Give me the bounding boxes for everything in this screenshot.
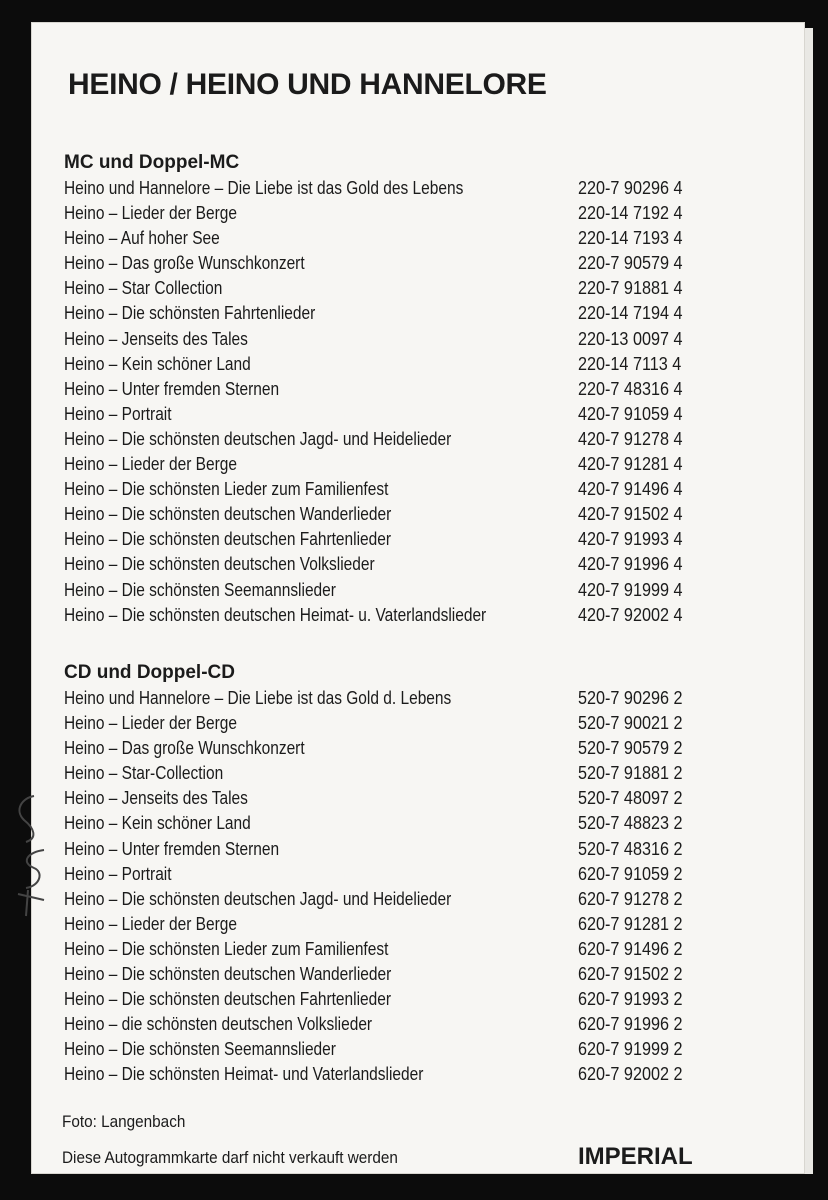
catalog-number: 220-7 90296 4 [578, 178, 683, 198]
cd-list-item [64, 837, 724, 862]
mc-list-item [64, 251, 724, 276]
release-title: Heino – Die schönsten Heimat- und Vaterlandslieder [64, 1064, 424, 1085]
catalog-number: 220-13 0097 4 [578, 328, 683, 349]
mc-list-item [64, 377, 724, 402]
release-title: Heino – Die schönsten deutschen Fahrtenlieder [64, 989, 392, 1010]
release-title: Heino – Star Collection [64, 278, 223, 299]
mc-list-item [64, 477, 724, 502]
mc-list-item [64, 327, 724, 352]
catalog-number: 620-7 91502 2 [578, 964, 683, 985]
mc-list-item [64, 452, 724, 477]
cd-list-item [64, 711, 724, 736]
catalog-number: 520-7 90579 2 [578, 738, 683, 759]
sale-notice: Diese Autogrammkarte darf nicht verkauft werden [62, 1148, 398, 1167]
cd-list-item [64, 987, 724, 1012]
catalog-number: 220-7 91881 4 [578, 278, 683, 299]
release-title: Heino – Die schönsten deutschen Jagd- und Heidelieder [64, 428, 452, 449]
cd-list-item [64, 962, 724, 987]
catalog-number: 620-7 91999 2 [578, 1039, 683, 1060]
catalog-number: 620-7 91996 2 [578, 1014, 683, 1035]
release-title: Heino – Jenseits des Tales [64, 788, 248, 809]
release-title: Heino – Lieder der Berge [64, 203, 237, 224]
release-title: Heino – Unter fremden Sternen [64, 838, 280, 859]
catalog-number: 520-7 48316 2 [578, 838, 683, 859]
catalog-number: 420-7 91059 4 [578, 403, 683, 424]
catalog-number: 220-14 7192 4 [578, 203, 683, 224]
mc-list-item [64, 427, 724, 452]
catalog-number: 220-14 7113 4 [578, 353, 682, 374]
mc-list-item [64, 402, 724, 427]
mc-list-item [64, 201, 724, 226]
release-title: Heino – Portrait [64, 863, 172, 884]
catalog-number: 220-14 7193 4 [578, 228, 683, 249]
cd-list-item [64, 736, 724, 761]
release-title: Heino – Die schönsten deutschen Wanderlieder [64, 504, 392, 525]
cd-list-item [64, 1037, 724, 1062]
release-title: Heino und Hannelore – Die Liebe ist das Gold d. Lebens [64, 688, 452, 708]
catalog-number: 420-7 91278 4 [578, 428, 683, 449]
release-title: Heino – Die schönsten Lieder zum Familienfest [64, 938, 389, 959]
mc-section [64, 150, 724, 628]
mc-list-item [64, 176, 724, 201]
mc-list-item [64, 352, 724, 377]
release-title: Heino – Die schönsten Seemannslieder [64, 579, 336, 600]
mc-list-item [64, 276, 724, 301]
catalog-number: 620-7 91993 2 [578, 989, 683, 1010]
cd-list-item [64, 786, 724, 811]
mc-list-item [64, 301, 724, 326]
release-title: Heino – Unter fremden Sternen [64, 378, 280, 399]
release-title: Heino – Das große Wunschkonzert [64, 738, 305, 759]
catalog-number: 620-7 91281 2 [578, 913, 683, 934]
release-title: Heino – Jenseits des Tales [64, 328, 248, 349]
catalog-number: 220-14 7194 4 [578, 303, 683, 324]
catalog-number: 420-7 91993 4 [578, 529, 683, 550]
release-title: Heino und Hannelore – Die Liebe ist das Gold des Lebens [64, 178, 464, 198]
cd-section [64, 660, 724, 1088]
release-title: Heino – Lieder der Berge [64, 713, 237, 734]
catalog-number: 420-7 92002 4 [578, 604, 683, 625]
cd-list-item [64, 1062, 724, 1087]
release-title: Heino – Auf hoher See [64, 228, 220, 249]
release-title: Heino – die schönsten deutschen Volkslieder [64, 1014, 373, 1035]
cd-list-item [64, 811, 724, 836]
catalog-number: 520-7 48823 2 [578, 813, 683, 834]
catalog-number: 420-7 91996 4 [578, 554, 683, 575]
cd-list-item [64, 686, 724, 711]
cd-list [64, 686, 724, 1088]
release-title: Heino – Das große Wunschkonzert [64, 253, 305, 274]
catalog-number: 620-7 91496 2 [578, 938, 683, 959]
catalog-number: 220-7 48316 4 [578, 378, 683, 399]
release-title: Heino – Die schönsten Fahrtenlieder [64, 303, 316, 324]
mc-list-item [64, 552, 724, 577]
release-title: Heino – Kein schöner Land [64, 353, 251, 374]
catalog-number: 220-7 90579 4 [578, 253, 683, 274]
cd-list-item [64, 862, 724, 887]
catalog-number: 520-7 90021 2 [578, 713, 683, 734]
cd-list-item [64, 761, 724, 786]
catalog-number: 420-7 91496 4 [578, 479, 683, 500]
mc-list-item [64, 578, 724, 603]
release-title: Heino – Die schönsten deutschen Volkslieder [64, 554, 375, 575]
catalog-number: 420-7 91502 4 [578, 504, 683, 525]
release-title: Heino – Portrait [64, 403, 172, 424]
card-title: HEINO / HEINO UND HANNELORE [68, 68, 547, 101]
mc-heading: MC und Doppel-MC [64, 152, 240, 173]
photo-credit: Foto: Langenbach [62, 1112, 186, 1131]
release-title: Heino – Die schönsten deutschen Fahrtenlieder [64, 529, 392, 550]
cd-heading: CD und Doppel-CD [64, 662, 235, 683]
mc-list-item [64, 502, 724, 527]
release-title: Heino – Die schönsten Seemannslieder [64, 1039, 336, 1060]
release-title: Heino – Lieder der Berge [64, 913, 237, 934]
release-title: Heino – Kein schöner Land [64, 813, 251, 834]
release-title: Heino – Lieder der Berge [64, 454, 237, 475]
release-title: Heino – Die schönsten deutschen Wanderlieder [64, 964, 392, 985]
mc-list-item [64, 527, 724, 552]
release-title: Heino – Die schönsten Lieder zum Familienfest [64, 479, 389, 500]
catalog-number: 620-7 92002 2 [578, 1064, 683, 1085]
cd-list-item [64, 912, 724, 937]
mc-list-item [64, 603, 724, 628]
mc-list [64, 176, 724, 628]
catalog-number: 420-7 91999 4 [578, 579, 683, 600]
release-title: Heino – Die schönsten deutschen Heimat- u. Vaterlandslieder [64, 604, 487, 625]
release-title: Heino – Star-Collection [64, 763, 224, 784]
imperial-brand: IMPERIAL [578, 1143, 693, 1170]
cd-list-item [64, 1012, 724, 1037]
catalog-number: 520-7 90296 2 [578, 688, 683, 708]
release-title: Heino – Die schönsten deutschen Jagd- und Heidelieder [64, 888, 452, 909]
cd-list-item [64, 937, 724, 962]
catalog-number: 520-7 48097 2 [578, 788, 683, 809]
catalog-number: 620-7 91059 2 [578, 863, 683, 884]
catalog-number: 420-7 91281 4 [578, 454, 683, 475]
cd-list-item [64, 887, 724, 912]
handwritten-scribble [4, 790, 52, 922]
catalog-number: 620-7 91278 2 [578, 888, 683, 909]
mc-list-item [64, 226, 724, 251]
card-edge [805, 28, 813, 1174]
catalog-number: 520-7 91881 2 [578, 763, 683, 784]
